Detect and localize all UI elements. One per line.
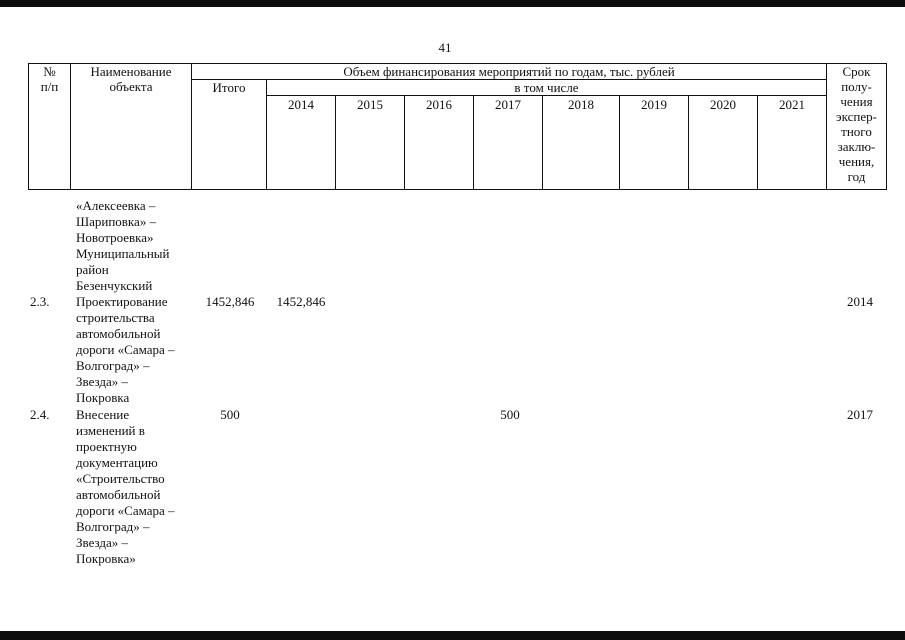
header-table	[28, 63, 887, 190]
scan-border-bottom	[0, 631, 905, 640]
header-year-2015: 2015	[336, 96, 405, 190]
row-2-4-name: Внесение изменений в проектную документацию «Строительство автомобильной дороги «Самара – Волгоград» – Звезда» – Покровка»	[76, 407, 175, 566]
row-2-3-name: Проектирование строительства автомобильной дороги «Самара – Волгоград» – Звезда» – Покровка	[76, 294, 175, 405]
row-2-3-term: 2014	[847, 294, 873, 309]
header-year-2017: 2017	[474, 96, 543, 190]
header-year-2021: 2021	[758, 96, 827, 190]
scan-border-top	[0, 0, 905, 7]
header-term-cell: Срок полу- чения экспер- тного заклю- чения, год	[827, 64, 887, 190]
row-2-4-term: 2017	[847, 407, 873, 422]
header-total-cell: Итого	[192, 80, 267, 190]
header-num-cell: № п/п	[29, 64, 71, 190]
row-2-3-total: 1452,846	[205, 294, 255, 309]
row-2-4-num: 2.4.	[30, 407, 50, 422]
header-funding-cell: Объем финансирования мероприятий по годам, тыс. рублей	[192, 64, 827, 80]
row-2-3-2014: 1452,846	[276, 294, 326, 309]
header-year-2020: 2020	[689, 96, 758, 190]
header-year-2014: 2014	[267, 96, 336, 190]
row-2-3-num: 2.3.	[30, 294, 50, 309]
page-number: 41	[438, 40, 452, 55]
continuation-text: «Алексеевка – Шариповка» – Новотроевка» Муниципальный район Безенчукский	[76, 198, 170, 293]
header-year-2018: 2018	[543, 96, 620, 190]
header-year-2019: 2019	[620, 96, 689, 190]
header-year-2016: 2016	[405, 96, 474, 190]
header-name-cell: Наименование объекта	[71, 64, 192, 190]
row-2-4-total: 500	[220, 407, 240, 422]
row-2-4-2017: 500	[500, 407, 520, 422]
header-including-cell: в том числе	[267, 80, 827, 96]
